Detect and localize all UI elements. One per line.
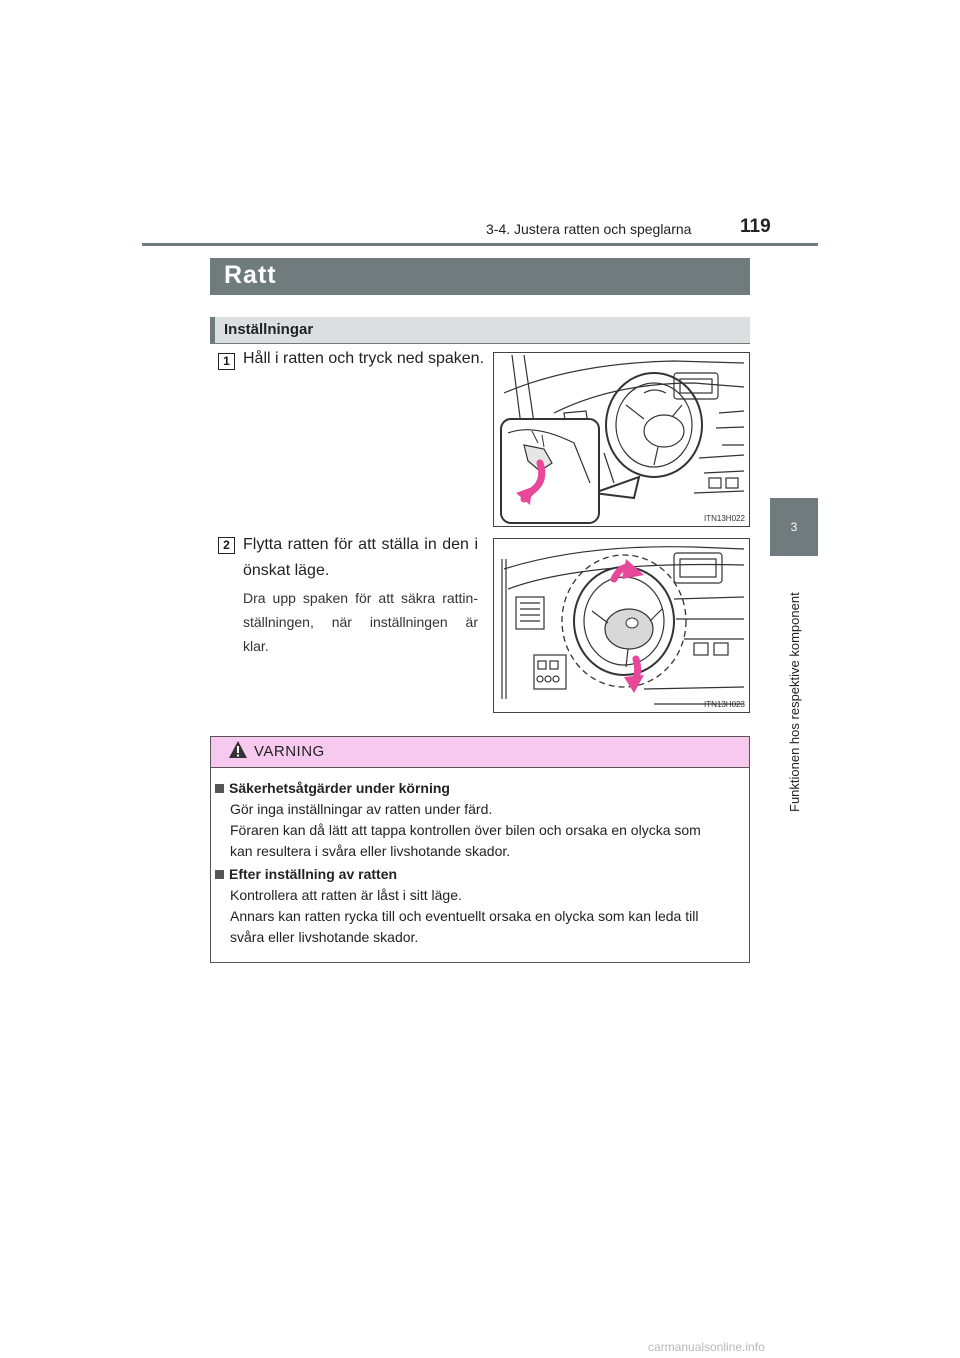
warning-item-2-line-1: Kontrollera att ratten är låst i sitt läge. <box>230 887 462 903</box>
step-2-text-line-2: önskat läge. <box>243 562 330 579</box>
warning-title: VARNING <box>254 743 325 760</box>
warning-item-2-line-2: Annars kan ratten rycka till och eventuellt orsaka en olycka som kan leda till <box>230 908 699 924</box>
warning-item-2-body <box>230 885 735 948</box>
figure-1-code: ITN13H022 <box>704 514 745 523</box>
warning-item-1-line-3: kan resultera i svåra eller livshotande skador. <box>230 843 511 859</box>
steering-lever-illustration <box>494 353 749 526</box>
figure-steering-adjust <box>493 538 750 713</box>
bullet-square-icon <box>215 784 224 793</box>
step-2-note-line-3: klar. <box>243 638 269 654</box>
warning-item-2-line-3: svåra eller livshotande skador. <box>230 929 419 945</box>
step-2-text-line-1: Flytta ratten för att ställa in den i <box>243 536 478 553</box>
warning-item-1-line-2: Föraren kan då lätt att tappa kontrollen över bilen och orsaka en olycka som <box>230 822 701 838</box>
page-title: Ratt <box>224 261 277 289</box>
subsection-rule <box>210 343 750 344</box>
page-number: 119 <box>740 216 771 237</box>
subsection-title: Inställningar <box>224 321 314 338</box>
title-bar <box>210 258 750 295</box>
chapter-tab: 3 <box>770 498 818 556</box>
warning-item-1-title-text: Säkerhetsåtgärder under körning <box>229 780 450 796</box>
figure-steering-lever <box>493 352 750 527</box>
warning-item-1-body <box>230 799 735 862</box>
warning-item-2-title-text: Efter inställning av ratten <box>229 866 398 882</box>
step-2-text <box>243 532 478 584</box>
bullet-square-icon <box>215 870 224 879</box>
step-2-note-line-2: ställningen, när inställningen är <box>243 614 478 630</box>
watermark: carmanualsonline.info <box>648 1340 765 1354</box>
step-2-note-line-1: Dra upp spaken för att säkra rattin- <box>243 590 478 606</box>
warning-item-2-title <box>215 866 735 882</box>
chapter-label: Funktionen hos respektive komponent <box>787 592 802 812</box>
step-2-number: 2 <box>218 537 235 554</box>
figure-2-code: ITN13H023 <box>704 700 745 709</box>
step-2-note <box>243 586 478 658</box>
step-1-text: Håll i ratten och tryck ned spaken. <box>243 350 485 367</box>
warning-item-1 <box>215 780 735 862</box>
warning-item-1-line-1: Gör inga inställningar av ratten under färd. <box>230 801 493 817</box>
section-heading: 3-4. Justera ratten och speglarna <box>486 221 692 237</box>
steering-adjust-illustration <box>494 539 749 712</box>
warning-item-1-title <box>215 780 735 796</box>
warning-item-2 <box>215 866 735 948</box>
warning-triangle-icon <box>228 740 248 765</box>
header-rule <box>142 243 818 246</box>
step-1-number: 1 <box>218 353 235 370</box>
